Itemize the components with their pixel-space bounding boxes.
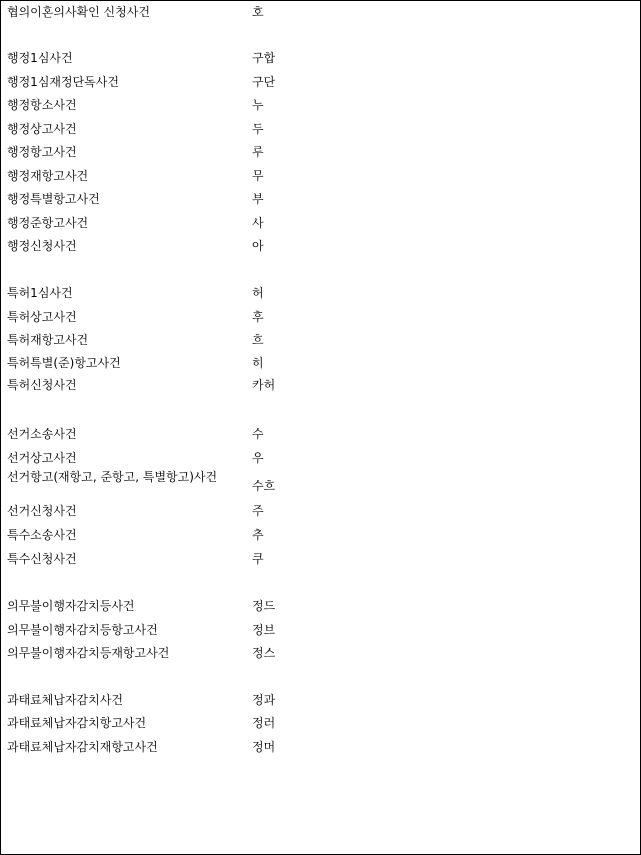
table-row <box>1 619 640 641</box>
case-code: 정드 <box>252 599 276 613</box>
case-code: 우 <box>252 451 264 465</box>
case-type-name: 특허신청사건 <box>7 378 77 392</box>
table-row <box>1 423 640 445</box>
case-code: 두 <box>252 122 264 136</box>
case-type-name: 행정항소사건 <box>7 98 77 112</box>
case-type-name: 선거신청사건 <box>7 504 77 518</box>
table-row <box>1 47 640 69</box>
table-row <box>1 235 640 257</box>
case-code: 정스 <box>252 646 276 660</box>
case-type-name: 특허1심사건 <box>7 286 73 300</box>
case-type-name: 특허상고사건 <box>7 310 77 324</box>
case-type-name: 행정특별항고사건 <box>7 192 100 206</box>
case-type-name: 행정신청사건 <box>7 239 77 253</box>
case-type-name: 의무불이행자감치등재항고사건 <box>7 646 170 660</box>
table-row <box>1 352 640 374</box>
table-row <box>1 282 640 304</box>
case-type-name: 특수소송사건 <box>7 528 77 542</box>
case-type-name: 선거항고(재항고, 준항고, 특별항고)사건 <box>7 470 218 484</box>
table-row <box>1 94 640 116</box>
case-code: 주 <box>252 504 264 518</box>
case-type-name: 특허재항고사건 <box>7 333 89 347</box>
case-code: 카허 <box>252 378 276 392</box>
case-code: 무 <box>252 169 264 183</box>
case-code: 수흐 <box>252 479 276 493</box>
case-code: 구합 <box>252 51 276 65</box>
case-code: 누 <box>252 98 264 112</box>
case-code: 아 <box>252 239 264 253</box>
table-row <box>1 329 640 351</box>
case-type-name: 과태료체납자감치항고사건 <box>7 716 147 730</box>
case-code: 히 <box>252 356 264 370</box>
table-row <box>1 642 640 664</box>
table-row <box>1 470 640 500</box>
table-row <box>1 212 640 234</box>
case-code: 정과 <box>252 693 276 707</box>
table-row <box>1 141 640 163</box>
table-row <box>1 306 640 328</box>
case-code: 후 <box>252 310 264 324</box>
case-type-name: 선거소송사건 <box>7 427 77 441</box>
table-row <box>1 447 640 469</box>
case-type-name: 행정항고사건 <box>7 145 77 159</box>
case-code: 정머 <box>252 740 276 754</box>
case-type-name: 행정1심재정단독사건 <box>7 75 119 89</box>
case-code: 구단 <box>252 75 276 89</box>
case-code: 루 <box>252 145 264 159</box>
table-row <box>1 118 640 140</box>
table-row <box>1 71 640 93</box>
table-row <box>1 712 640 734</box>
case-type-name: 선거상고사건 <box>7 451 77 465</box>
case-type-name: 행정준항고사건 <box>7 216 89 230</box>
case-type-name: 특수신청사건 <box>7 552 77 566</box>
table-row <box>1 1 640 23</box>
case-type-name: 행정1심사건 <box>7 51 73 65</box>
table-row <box>1 500 640 522</box>
case-type-name: 의무불이행자감치등항고사건 <box>7 623 158 637</box>
table-row <box>1 595 640 617</box>
case-type-name: 의무불이행자감치등사건 <box>7 599 135 613</box>
case-code: 추 <box>252 528 264 542</box>
case-code: 정브 <box>252 623 276 637</box>
case-type-name: 과태료체납자감치사건 <box>7 693 123 707</box>
table-row <box>1 736 640 758</box>
case-code: 수 <box>252 427 264 441</box>
case-type-name: 과태료체납자감치재항고사건 <box>7 740 158 754</box>
case-code: 쿠 <box>252 552 264 566</box>
case-code: 호 <box>252 5 264 19</box>
table-row <box>1 188 640 210</box>
case-code: 허 <box>252 286 264 300</box>
case-code: 부 <box>252 192 264 206</box>
case-type-name: 행정재항고사건 <box>7 169 89 183</box>
table-row <box>1 524 640 546</box>
case-code: 흐 <box>252 333 264 347</box>
case-code: 사 <box>252 216 264 230</box>
case-type-name: 협의이혼의사확인 신청사건 <box>7 5 150 19</box>
table-row <box>1 374 640 396</box>
case-type-name: 행정상고사건 <box>7 122 77 136</box>
case-type-name: 특허특별(준)항고사건 <box>7 356 121 370</box>
table-row <box>1 165 640 187</box>
case-code: 정러 <box>252 716 276 730</box>
table-row <box>1 689 640 711</box>
table-row <box>1 548 640 570</box>
